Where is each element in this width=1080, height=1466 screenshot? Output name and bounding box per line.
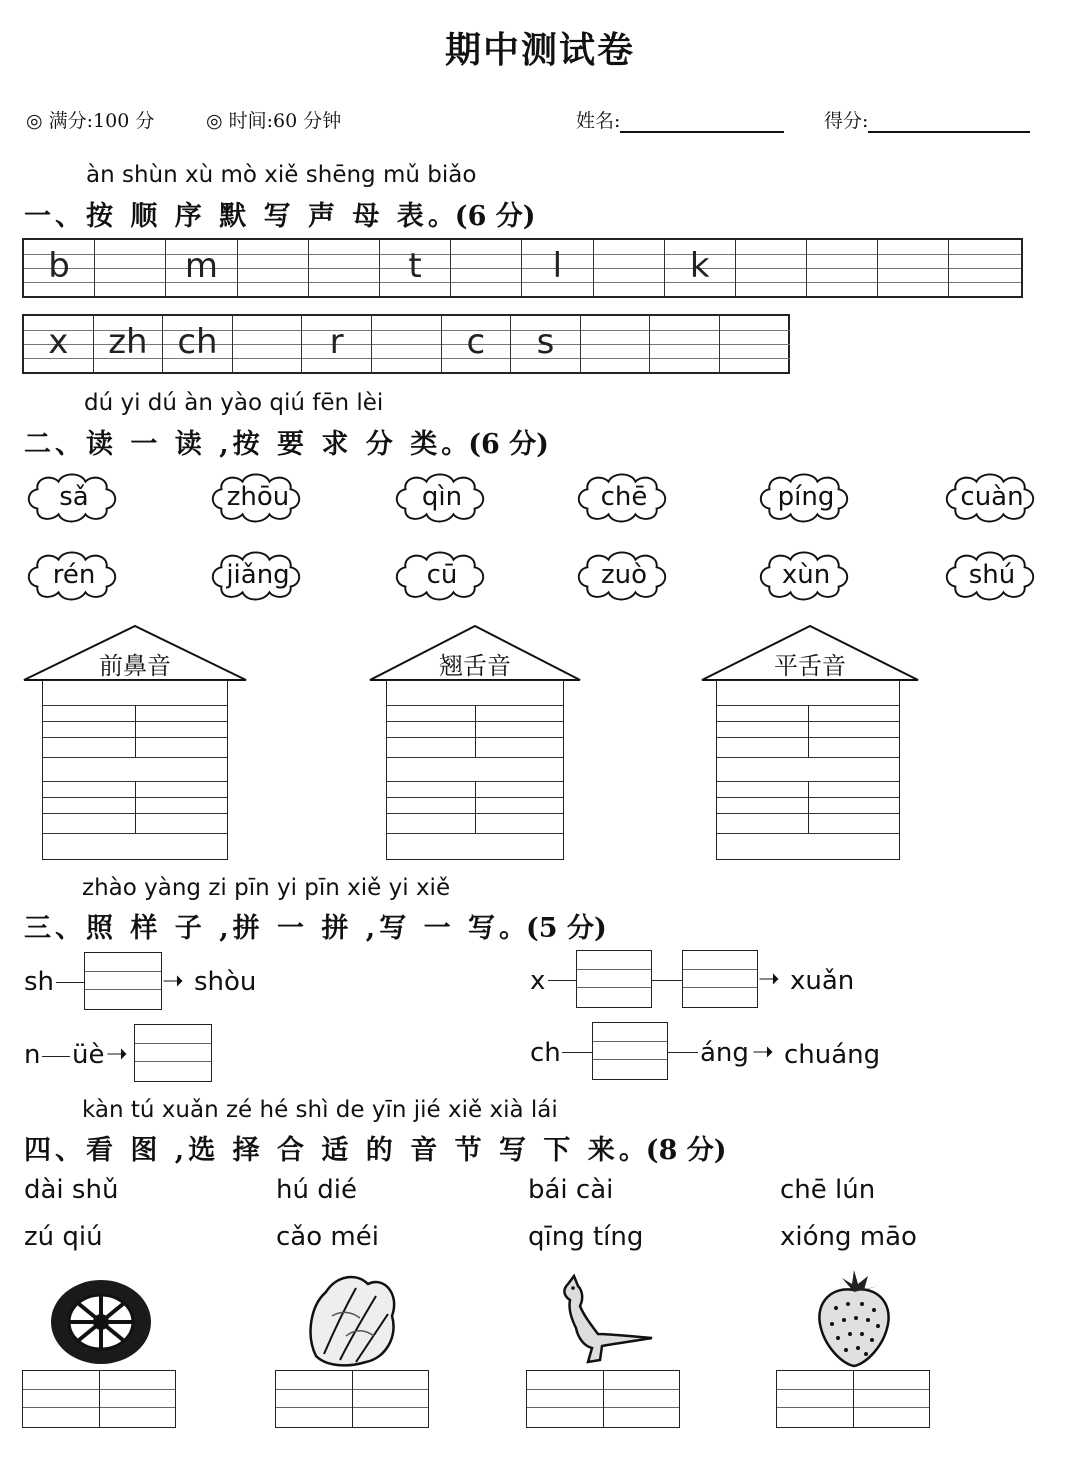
option: qīng tíng <box>528 1222 644 1252</box>
grid-cell[interactable] <box>24 316 94 372</box>
grid-letter: x <box>48 322 69 362</box>
grid-letter: b <box>48 246 70 286</box>
initials-grid-row1 <box>22 238 1023 298</box>
connector-line <box>548 980 576 981</box>
syllable-text: xùn <box>781 560 831 590</box>
answer-box[interactable] <box>134 1024 212 1082</box>
grid-cell[interactable] <box>581 316 651 372</box>
syllable-text: rén <box>52 560 96 590</box>
grid-cell[interactable] <box>166 240 237 296</box>
section2-pinyin: dú yi dú àn yào qiú fēn lèi <box>84 390 384 416</box>
picture-answer-box[interactable] <box>22 1370 176 1428</box>
picture-answer-box[interactable] <box>776 1370 930 1428</box>
connector-line <box>668 1052 698 1053</box>
syllable-cloud <box>24 548 124 606</box>
arrow-icon: ➝ <box>162 966 184 996</box>
syllable-cloud <box>208 470 308 528</box>
section4-heading <box>24 1128 727 1167</box>
syllable-cloud <box>24 470 124 528</box>
grid-letter: ch <box>177 322 218 362</box>
section2-heading <box>24 422 549 461</box>
section2-title: 二、读 一 读 ,按 要 求 分 类 <box>24 429 442 460</box>
grid-letter: k <box>689 246 710 286</box>
grid-cell[interactable] <box>380 240 451 296</box>
syllable-cloud <box>756 470 856 528</box>
tire-icon <box>46 1272 156 1368</box>
score-blank[interactable] <box>868 109 1030 133</box>
score-field[interactable] <box>824 106 1030 133</box>
grid-cell[interactable] <box>95 240 166 296</box>
grid-cell[interactable] <box>807 240 878 296</box>
section4-points: 。(8 分) <box>618 1135 727 1166</box>
syllable-text: chē <box>600 482 648 512</box>
grid-cell[interactable] <box>736 240 807 296</box>
grid-cell[interactable] <box>451 240 522 296</box>
grid-cell[interactable] <box>163 316 233 372</box>
answer-box[interactable] <box>682 950 758 1008</box>
section4-pinyin: kàn tú xuǎn zé hé shì de yīn jié xiě xià lái <box>82 1097 558 1123</box>
grid-letter: c <box>466 322 486 362</box>
syllable-cloud <box>574 470 674 528</box>
grid-cell[interactable] <box>665 240 736 296</box>
syllable-text: shú <box>968 560 1016 590</box>
syllable-cloud <box>392 548 492 606</box>
arrow-icon: ➝ <box>758 964 780 994</box>
syllable-text: zhōu <box>226 482 290 512</box>
arrow-icon: ➝ <box>752 1037 774 1067</box>
section3-heading <box>24 906 607 945</box>
section3-title: 三、照 样 子 ,拼 一 拼 ,写 一 写 <box>24 913 499 944</box>
ex2-final: üè <box>72 1040 105 1070</box>
option: zú qiú <box>24 1222 103 1252</box>
grid-cell[interactable] <box>442 316 512 372</box>
section4-title: 四、看 图 ,选 择 合 适 的 音 节 写 下 来 <box>24 1135 619 1166</box>
answer-box[interactable] <box>592 1022 668 1080</box>
time-limit: ◎ 时间:60 分钟 <box>206 110 342 132</box>
grid-letter: l <box>552 246 563 286</box>
section1-points: 。(6 分) <box>427 201 536 232</box>
syllable-text: jiǎng <box>226 560 290 590</box>
syllable-text: píng <box>777 482 835 512</box>
picture-answer-box[interactable] <box>275 1370 429 1428</box>
ex1-initial: sh <box>24 967 55 997</box>
option: xióng māo <box>780 1222 917 1252</box>
option: bái cài <box>528 1175 614 1205</box>
grid-cell[interactable] <box>309 240 380 296</box>
grid-cell[interactable] <box>302 316 372 372</box>
grid-cell[interactable] <box>522 240 593 296</box>
grid-cell[interactable] <box>233 316 303 372</box>
ex2-initial: n <box>24 1040 41 1070</box>
house-answer-area[interactable] <box>42 680 228 860</box>
section1-heading <box>24 194 536 233</box>
grid-cell[interactable] <box>24 240 95 296</box>
connector-line <box>42 1056 70 1057</box>
syllable-text: cū <box>426 560 458 590</box>
ex4-result: chuáng <box>784 1040 881 1070</box>
syllable-text: sǎ <box>59 482 89 512</box>
section3-pinyin: zhào yàng zi pīn yi pīn xiě yi xiě <box>82 875 451 901</box>
grid-letter: t <box>408 246 422 286</box>
house-answer-area[interactable] <box>716 680 900 860</box>
option: cǎo méi <box>276 1222 379 1252</box>
ex3-result: xuǎn <box>790 966 855 996</box>
house-answer-area[interactable] <box>386 680 564 860</box>
cabbage-icon <box>296 1266 406 1370</box>
syllable-cloud <box>942 548 1042 606</box>
syllable-cloud <box>392 470 492 528</box>
syllable-cloud <box>756 548 856 606</box>
name-field[interactable] <box>576 106 784 133</box>
house-label: 平舌音 <box>774 652 846 680</box>
name-blank[interactable] <box>620 109 784 133</box>
option: hú dié <box>276 1175 357 1205</box>
initials-grid-row2 <box>22 314 790 374</box>
page-title: 期中测试卷 <box>444 29 635 71</box>
answer-box[interactable] <box>576 950 652 1008</box>
ex4-initial: ch <box>530 1038 561 1068</box>
option: dài shǔ <box>24 1175 119 1205</box>
syllable-cloud <box>208 548 308 606</box>
section2-points: 。(6 分) <box>441 429 549 460</box>
arrow-icon: ➝ <box>106 1039 128 1069</box>
grid-cell[interactable] <box>594 240 665 296</box>
grid-letter: s <box>536 322 555 362</box>
name-label: 姓名: <box>576 110 621 132</box>
grid-cell[interactable] <box>878 240 949 296</box>
section1-pinyin: àn shùn xù mò xiě shēng mǔ biǎo <box>86 162 477 188</box>
house-label: 翘舌音 <box>439 652 511 680</box>
grid-cell[interactable] <box>949 240 1020 296</box>
grid-cell[interactable] <box>372 316 442 372</box>
grid-cell[interactable] <box>238 240 309 296</box>
connector-line <box>562 1052 592 1053</box>
grid-cell[interactable] <box>720 316 790 372</box>
grid-cell[interactable] <box>94 316 164 372</box>
syllable-cloud <box>942 470 1042 528</box>
ex4-final: áng <box>700 1038 749 1068</box>
option: chē lún <box>780 1175 876 1205</box>
section3-points: 。(5 分) <box>499 913 607 944</box>
syllable-text: zuò <box>600 560 648 590</box>
ex3-initial: x <box>530 966 546 996</box>
connector-line <box>652 980 682 981</box>
syllable-cloud <box>574 548 674 606</box>
syllable-text: cuàn <box>960 482 1024 512</box>
syllable-text: qìn <box>421 482 463 512</box>
grid-cell[interactable] <box>511 316 581 372</box>
strawberry-icon <box>812 1268 896 1368</box>
score-label: 得分: <box>824 110 869 132</box>
answer-box[interactable] <box>84 952 162 1010</box>
grid-letter: zh <box>108 322 148 362</box>
grid-letter: m <box>184 246 219 286</box>
grid-letter: r <box>329 322 344 362</box>
connector-line <box>56 982 84 983</box>
house-label: 前鼻音 <box>99 652 171 680</box>
picture-answer-box[interactable] <box>526 1370 680 1428</box>
full-score: ◎ 满分:100 分 <box>26 110 155 132</box>
section1-title: 一、按 顺 序 默 写 声 母 表 <box>24 201 428 232</box>
grid-cell[interactable] <box>650 316 720 372</box>
kangaroo-icon <box>548 1272 658 1368</box>
ex1-result: shòu <box>194 967 257 997</box>
